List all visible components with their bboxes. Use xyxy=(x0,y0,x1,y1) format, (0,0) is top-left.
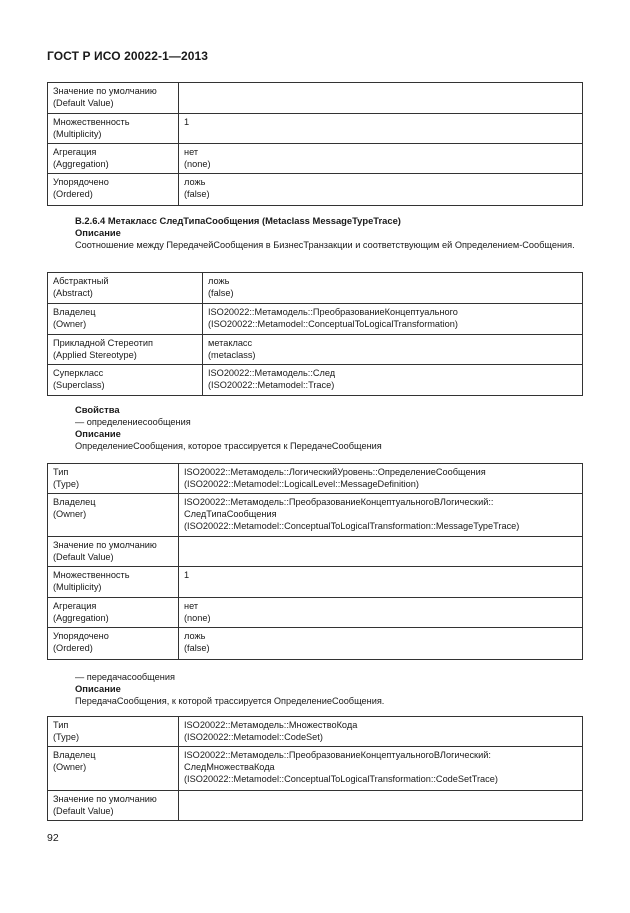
property-value-cell: нет (none) xyxy=(179,598,583,628)
table-row xyxy=(48,494,583,537)
table-row xyxy=(48,365,583,396)
property-name-cell: Владелец (Owner) xyxy=(48,747,179,791)
property-item-1: — определениесообщения xyxy=(75,417,191,427)
property-value-cell: 1 xyxy=(179,567,583,598)
property-name-cell: Тип (Type) xyxy=(48,717,179,747)
table-row xyxy=(48,598,583,628)
property-value-cell xyxy=(179,83,583,114)
property-name-cell: Прикладной Стереотип (Applied Stereotype) xyxy=(48,335,203,365)
property-name-cell: Тип (Type) xyxy=(48,464,179,494)
property-value-cell: нет (none) xyxy=(179,144,583,174)
property-item-2: — передачасообщения xyxy=(75,672,175,682)
property-name-cell: Агрегация (Aggregation) xyxy=(48,598,179,628)
property-name-cell: Абстрактный (Abstract) xyxy=(48,273,203,304)
property-value-cell: ISO20022::Метамодель::След (ISO20022::Metamodel::Trace) xyxy=(203,365,583,396)
properties-table-3 xyxy=(47,463,583,660)
property-name-cell: Владелец (Owner) xyxy=(48,304,203,335)
table-row xyxy=(48,747,583,791)
properties-table-1 xyxy=(47,82,583,206)
description-label: Описание xyxy=(75,683,121,694)
table-row xyxy=(48,174,583,206)
property-value-cell: ISO20022::Метамодель::МножествоКода (ISO20022::Metamodel::CodeSet) xyxy=(179,717,583,747)
properties-table-2 xyxy=(47,272,583,396)
description-text: ОпределениеСообщения, которое трассируется к ПередачеСообщения xyxy=(75,441,382,451)
table-row xyxy=(48,567,583,598)
property-value-cell: ISO20022::Метамодель::ПреобразованиеКонцептуального (ISO20022::Metamodel::ConceptualToLogicalTransformation) xyxy=(203,304,583,335)
description-label: Описание xyxy=(75,428,121,439)
property-name-cell: Значение по умолчанию (Default Value) xyxy=(48,791,179,821)
table-row xyxy=(48,273,583,304)
table-row xyxy=(48,628,583,660)
property-value-cell: ложь (false) xyxy=(179,628,583,660)
description-label: Описание xyxy=(75,227,121,238)
properties-label: Свойства xyxy=(75,404,120,415)
property-name-cell: Значение по умолчанию (Default Value) xyxy=(48,537,179,567)
table-row xyxy=(48,537,583,567)
property-name-cell: Агрегация (Aggregation) xyxy=(48,144,179,174)
property-name-cell: Множественность (Multiplicity) xyxy=(48,114,179,144)
property-value-cell: ISO20022::Метамодель::ПреобразованиеКонцептуальногоВЛогический: СледМножестваКода (ISO20022::Metamodel::ConceptualToLogicalTransformation::CodeSetTrace) xyxy=(179,747,583,791)
property-value-cell xyxy=(179,537,583,567)
property-name-cell: Значение по умолчанию (Default Value) xyxy=(48,83,179,114)
property-value-cell: 1 xyxy=(179,114,583,144)
table-row xyxy=(48,791,583,821)
page-number: 92 xyxy=(47,832,59,844)
properties-table-4 xyxy=(47,716,583,821)
table-row xyxy=(48,304,583,335)
property-name-cell: Множественность (Multiplicity) xyxy=(48,567,179,598)
table-row xyxy=(48,335,583,365)
property-name-cell: Суперкласс (Superclass) xyxy=(48,365,203,396)
property-value-cell: метакласс (metaclass) xyxy=(203,335,583,365)
property-name-cell: Владелец (Owner) xyxy=(48,494,179,537)
property-value-cell: ISO20022::Метамодель::ЛогическийУровень::ОпределениеСообщения (ISO20022::Metamodel::LogicalLevel::MessageDefinition) xyxy=(179,464,583,494)
property-value-cell: ISO20022::Метамодель::ПреобразованиеКонцептуальногоВЛогический:: СледТипаСообщения (ISO20022::Metamodel::ConceptualToLogicalTransformation::MessageTypeTrace) xyxy=(179,494,583,537)
document-header: ГОСТ Р ИСО 20022-1—2013 xyxy=(47,49,209,63)
section-heading: B.2.6.4 Метакласс СледТипаСообщения (Metaclass MessageTypeTrace) xyxy=(75,215,401,226)
property-value-cell: ложь (false) xyxy=(179,174,583,206)
table-row xyxy=(48,144,583,174)
property-value-cell xyxy=(179,791,583,821)
table-row xyxy=(48,114,583,144)
table-row xyxy=(48,464,583,494)
table-row xyxy=(48,717,583,747)
property-name-cell: Упорядочено (Ordered) xyxy=(48,174,179,206)
description-text: ПередачаСообщения, к которой трассируется ОпределениеСообщения. xyxy=(75,696,385,706)
property-name-cell: Упорядочено (Ordered) xyxy=(48,628,179,660)
table-row xyxy=(48,83,583,114)
property-value-cell: ложь (false) xyxy=(203,273,583,304)
description-text: Соотношение между ПередачейСообщения в БизнесТранзакции и соответствующим ей Определением-Сообщения. xyxy=(75,240,575,250)
